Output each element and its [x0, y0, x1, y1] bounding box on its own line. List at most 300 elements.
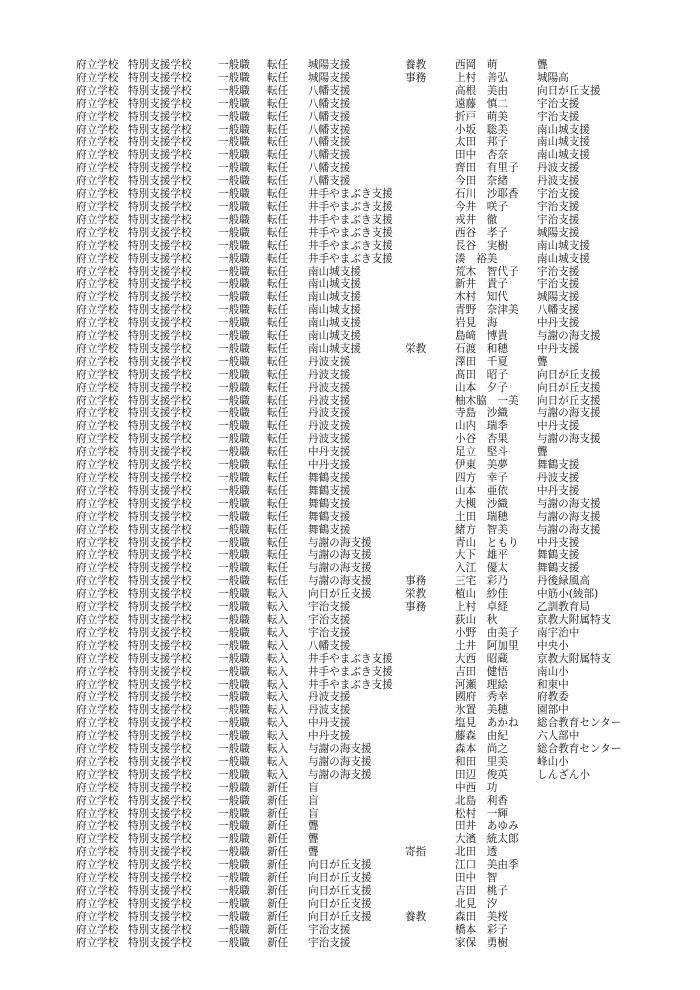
person-name-cell: 今井 咲子: [455, 200, 508, 213]
category-cell: 府立学校: [76, 768, 119, 781]
previous-school-cell: 南山小: [537, 665, 569, 678]
previous-school-cell: 宇治支援: [537, 213, 580, 226]
table-row: [0, 188, 700, 201]
transfer-type-cell: 転任: [267, 188, 289, 201]
category-cell: 府立学校: [76, 317, 119, 330]
table-row: [0, 511, 700, 524]
job-class-cell: 一般職: [218, 200, 250, 213]
job-class-cell: 一般職: [218, 743, 250, 756]
previous-school-cell: 宇治支援: [537, 110, 580, 123]
category-cell: 府立学校: [76, 536, 119, 549]
category-cell: 府立学校: [76, 833, 119, 846]
job-class-cell: 一般職: [218, 833, 250, 846]
person-name-cell: 小野 由美子: [455, 626, 519, 639]
person-name-cell: 北見 汐: [455, 897, 498, 910]
job-class-cell: 一般職: [218, 730, 250, 743]
assigned-school-cell: 中丹支援: [308, 730, 351, 743]
table-row: [0, 537, 700, 550]
person-name-cell: 家保 勇樹: [455, 936, 508, 949]
assigned-school-cell: 宇治支援: [308, 936, 351, 949]
transfer-type-cell: 新任: [267, 846, 289, 859]
table-row: [0, 653, 700, 666]
previous-school-cell: 総合教育センター: [537, 717, 622, 730]
assigned-school-cell: 井手やまぶき支援: [308, 226, 393, 239]
transfer-type-cell: 転入: [267, 717, 289, 730]
assigned-school-cell: 宇治支援: [308, 923, 351, 936]
school-type-cell: 特別支援学校: [128, 188, 192, 201]
previous-school-cell: 与謝の海支援: [537, 497, 601, 510]
person-name-cell: 石川 沙耶香: [455, 188, 519, 201]
job-class-cell: 一般職: [218, 923, 250, 936]
school-type-cell: 特別支援学校: [128, 420, 192, 433]
table-row: [0, 85, 700, 98]
assigned-school-cell: 向日が丘支援: [308, 910, 372, 923]
role-cell: 事務: [405, 71, 427, 84]
previous-school-cell: 舞鶴支援: [537, 459, 580, 472]
category-cell: 府立学校: [76, 394, 119, 407]
previous-school-cell: 中丹支援: [537, 536, 580, 549]
job-class-cell: 一般職: [218, 162, 250, 175]
person-name-cell: 三宅 彩乃: [455, 575, 508, 588]
job-class-cell: 一般職: [218, 885, 250, 897]
category-cell: 府立学校: [76, 381, 119, 394]
school-type-cell: 特別支援学校: [128, 136, 192, 149]
school-type-cell: 特別支援学校: [128, 278, 192, 291]
school-type-cell: 特別支援学校: [128, 317, 192, 330]
school-type-cell: 特別支援学校: [128, 575, 192, 588]
assigned-school-cell: 中丹支援: [308, 717, 351, 730]
table-row: [0, 872, 700, 885]
table-row: [0, 549, 700, 562]
person-name-cell: 島﨑 博貴: [455, 330, 508, 343]
table-row: [0, 214, 700, 227]
previous-school-cell: 峰山小: [537, 755, 569, 768]
school-type-cell: 特別支援学校: [128, 781, 192, 794]
transfer-type-cell: 転入: [267, 652, 289, 665]
assigned-school-cell: 南山城支援: [308, 278, 361, 291]
table-row: [0, 356, 700, 369]
table-row: [0, 485, 700, 498]
table-row: [0, 253, 700, 266]
transfer-type-cell: 転入: [267, 613, 289, 626]
previous-school-cell: 総合教育センター: [537, 743, 622, 756]
job-class-cell: 一般職: [218, 381, 250, 394]
transfer-type-cell: 転任: [267, 136, 289, 149]
school-type-cell: 特別支援学校: [128, 110, 192, 123]
job-class-cell: 一般職: [218, 755, 250, 768]
assigned-school-cell: 向日が丘支援: [308, 859, 372, 872]
job-class-cell: 一般職: [218, 601, 250, 614]
category-cell: 府立学校: [76, 433, 119, 446]
assigned-school-cell: 丹波支援: [308, 704, 351, 717]
person-name-cell: 折戸 萌美: [455, 110, 508, 123]
school-type-cell: 特別支援学校: [128, 807, 192, 820]
job-class-cell: 一般職: [218, 278, 250, 291]
category-cell: 府立学校: [76, 897, 119, 910]
assigned-school-cell: 与謝の海支援: [308, 536, 372, 549]
transfer-type-cell: 転任: [267, 549, 289, 562]
previous-school-cell: 城陽支援: [537, 291, 580, 304]
assigned-school-cell: 南山城支援: [308, 342, 361, 355]
person-name-cell: 足立 堅斗: [455, 446, 508, 459]
person-name-cell: 青野 奈津美: [455, 304, 519, 317]
school-type-cell: 特別支援学校: [128, 833, 192, 846]
assigned-school-cell: 聾: [308, 820, 319, 833]
previous-school-cell: 聾: [537, 59, 548, 71]
table-row: [0, 343, 700, 356]
person-name-cell: 國府 秀幸: [455, 691, 508, 704]
transfer-type-cell: 転任: [267, 433, 289, 446]
school-type-cell: 特別支援学校: [128, 200, 192, 213]
school-type-cell: 特別支援学校: [128, 342, 192, 355]
job-class-cell: 一般職: [218, 678, 250, 691]
assigned-school-cell: 中丹支援: [308, 446, 351, 459]
transfer-type-cell: 転任: [267, 459, 289, 472]
table-row: [0, 395, 700, 408]
table-row: [0, 601, 700, 614]
transfer-type-cell: 新任: [267, 936, 289, 949]
table-row: [0, 459, 700, 472]
transfer-type-cell: 転任: [267, 446, 289, 459]
assigned-school-cell: 八幡支援: [308, 175, 351, 188]
school-type-cell: 特別支援学校: [128, 162, 192, 175]
person-name-cell: 田中 杏奈: [455, 149, 508, 162]
transfer-type-cell: 転任: [267, 59, 289, 71]
job-class-cell: 一般職: [218, 342, 250, 355]
transfer-type-cell: 新任: [267, 872, 289, 885]
assigned-school-cell: 八幡支援: [308, 639, 351, 652]
transfer-type-cell: 転入: [267, 755, 289, 768]
job-class-cell: 一般職: [218, 549, 250, 562]
person-name-cell: 中西 功: [455, 781, 498, 794]
school-type-cell: 特別支援学校: [128, 639, 192, 652]
category-cell: 府立学校: [76, 497, 119, 510]
role-cell: 事務: [405, 601, 427, 614]
school-type-cell: 特別支援学校: [128, 652, 192, 665]
person-name-cell: 小谷 杏果: [455, 433, 508, 446]
previous-school-cell: 和束中: [537, 678, 569, 691]
previous-school-cell: 丹後緑風高: [537, 575, 590, 588]
table-row: [0, 640, 700, 653]
role-cell: 養教: [405, 59, 427, 71]
category-cell: 府立学校: [76, 459, 119, 472]
transfer-type-cell: 転任: [267, 213, 289, 226]
previous-school-cell: 八幡支援: [537, 304, 580, 317]
school-type-cell: 特別支援学校: [128, 626, 192, 639]
table-row: [0, 782, 700, 795]
assigned-school-cell: 八幡支援: [308, 84, 351, 97]
person-name-cell: 寺島 沙織: [455, 407, 508, 420]
assigned-school-cell: 宇治支援: [308, 626, 351, 639]
person-name-cell: 北田 透: [455, 846, 498, 859]
assigned-school-cell: 聾: [308, 833, 319, 846]
school-type-cell: 特別支援学校: [128, 175, 192, 188]
category-cell: 府立学校: [76, 446, 119, 459]
school-type-cell: 特別支援学校: [128, 484, 192, 497]
category-cell: 府立学校: [76, 665, 119, 678]
table-row: [0, 330, 700, 343]
person-name-cell: 伊東 美夢: [455, 459, 508, 472]
previous-school-cell: 中丹支援: [537, 420, 580, 433]
assigned-school-cell: 向日が丘支援: [308, 897, 372, 910]
table-row: [0, 136, 700, 149]
previous-school-cell: 与謝の海支援: [537, 510, 601, 523]
school-type-cell: 特別支援学校: [128, 304, 192, 317]
job-class-cell: 一般職: [218, 626, 250, 639]
category-cell: 府立学校: [76, 510, 119, 523]
person-name-cell: 和田 里美: [455, 755, 508, 768]
transfer-type-cell: 転任: [267, 484, 289, 497]
table-row: [0, 808, 700, 821]
school-type-cell: 特別支援学校: [128, 84, 192, 97]
table-row: [0, 691, 700, 704]
person-name-cell: 田辺 俊英: [455, 768, 508, 781]
person-name-cell: 橋本 彩子: [455, 923, 508, 936]
job-class-cell: 一般職: [218, 446, 250, 459]
table-row: [0, 704, 700, 717]
school-type-cell: 特別支援学校: [128, 885, 192, 897]
previous-school-cell: 宇治支援: [537, 200, 580, 213]
assigned-school-cell: 与謝の海支援: [308, 549, 372, 562]
previous-school-cell: 舞鶴支援: [537, 549, 580, 562]
category-cell: 府立学校: [76, 342, 119, 355]
table-row: [0, 859, 700, 872]
transfer-type-cell: 転任: [267, 330, 289, 343]
table-row: [0, 795, 700, 808]
assigned-school-cell: 盲: [308, 781, 319, 794]
role-cell: 栄教: [405, 342, 427, 355]
previous-school-cell: 宇治支援: [537, 97, 580, 110]
category-cell: 府立学校: [76, 652, 119, 665]
person-name-cell: 氷置 美穂: [455, 704, 508, 717]
person-name-cell: 高根 美由: [455, 84, 508, 97]
personnel-list: [0, 59, 700, 950]
person-name-cell: 石渡 和穂: [455, 342, 508, 355]
category-cell: 府立学校: [76, 368, 119, 381]
job-class-cell: 一般職: [218, 497, 250, 510]
transfer-type-cell: 転任: [267, 278, 289, 291]
category-cell: 府立学校: [76, 859, 119, 872]
person-name-cell: 湊 裕美: [455, 252, 498, 265]
category-cell: 府立学校: [76, 472, 119, 484]
person-name-cell: 木村 知代: [455, 291, 508, 304]
school-type-cell: 特別支援学校: [128, 678, 192, 691]
table-row: [0, 898, 700, 911]
school-type-cell: 特別支援学校: [128, 536, 192, 549]
transfer-type-cell: 転入: [267, 665, 289, 678]
table-row: [0, 175, 700, 188]
previous-school-cell: 宇治支援: [537, 278, 580, 291]
previous-school-cell: 宇治支援: [537, 188, 580, 201]
school-type-cell: 特別支援学校: [128, 472, 192, 484]
table-row: [0, 846, 700, 859]
transfer-type-cell: 転入: [267, 730, 289, 743]
school-type-cell: 特別支援学校: [128, 97, 192, 110]
previous-school-cell: 府教委: [537, 691, 569, 704]
person-name-cell: 田井 あゆみ: [455, 820, 519, 833]
transfer-type-cell: 新任: [267, 885, 289, 897]
category-cell: 府立学校: [76, 330, 119, 343]
assigned-school-cell: 丹波支援: [308, 381, 351, 394]
assigned-school-cell: 丹波支援: [308, 407, 351, 420]
assigned-school-cell: 井手やまぶき支援: [308, 252, 393, 265]
table-row: [0, 937, 700, 950]
job-class-cell: 一般職: [218, 897, 250, 910]
school-type-cell: 特別支援学校: [128, 123, 192, 136]
job-class-cell: 一般職: [218, 704, 250, 717]
job-class-cell: 一般職: [218, 484, 250, 497]
transfer-type-cell: 転任: [267, 394, 289, 407]
previous-school-cell: 中筋小(綾部): [537, 588, 599, 601]
assigned-school-cell: 井手やまぶき支援: [308, 213, 393, 226]
assigned-school-cell: 八幡支援: [308, 110, 351, 123]
previous-school-cell: 舞鶴支援: [537, 562, 580, 575]
assigned-school-cell: 井手やまぶき支援: [308, 200, 393, 213]
assigned-school-cell: 与謝の海支援: [308, 562, 372, 575]
category-cell: 府立学校: [76, 562, 119, 575]
transfer-type-cell: 転任: [267, 252, 289, 265]
school-type-cell: 特別支援学校: [128, 549, 192, 562]
job-class-cell: 一般職: [218, 459, 250, 472]
category-cell: 府立学校: [76, 794, 119, 807]
category-cell: 府立学校: [76, 110, 119, 123]
school-type-cell: 特別支援学校: [128, 355, 192, 368]
table-row: [0, 717, 700, 730]
job-class-cell: 一般職: [218, 175, 250, 188]
category-cell: 府立学校: [76, 691, 119, 704]
table-row: [0, 911, 700, 924]
previous-school-cell: 与謝の海支援: [537, 523, 601, 536]
assigned-school-cell: 向日が丘支援: [308, 885, 372, 897]
table-row: [0, 472, 700, 485]
school-type-cell: 特別支援学校: [128, 704, 192, 717]
school-type-cell: 特別支援学校: [128, 730, 192, 743]
job-class-cell: 一般職: [218, 575, 250, 588]
transfer-type-cell: 転任: [267, 239, 289, 252]
assigned-school-cell: 南山城支援: [308, 317, 361, 330]
school-type-cell: 特別支援学校: [128, 330, 192, 343]
assigned-school-cell: 八幡支援: [308, 136, 351, 149]
person-name-cell: 柚木脇 一美: [455, 394, 519, 407]
transfer-type-cell: 転入: [267, 639, 289, 652]
transfer-type-cell: 新任: [267, 781, 289, 794]
category-cell: 府立学校: [76, 846, 119, 859]
person-name-cell: 山本 亜依: [455, 484, 508, 497]
job-class-cell: 一般職: [218, 420, 250, 433]
person-name-cell: 江口 美由季: [455, 859, 519, 872]
transfer-type-cell: 転任: [267, 575, 289, 588]
assigned-school-cell: 与謝の海支援: [308, 755, 372, 768]
category-cell: 府立学校: [76, 175, 119, 188]
assigned-school-cell: 向日が丘支援: [308, 588, 372, 601]
school-type-cell: 特別支援学校: [128, 381, 192, 394]
transfer-type-cell: 転任: [267, 407, 289, 420]
category-cell: 府立学校: [76, 265, 119, 278]
assigned-school-cell: 宇治支援: [308, 613, 351, 626]
job-class-cell: 一般職: [218, 239, 250, 252]
previous-school-cell: しんざん小: [537, 768, 590, 781]
person-name-cell: 大下 雄平: [455, 549, 508, 562]
school-type-cell: 特別支援学校: [128, 226, 192, 239]
category-cell: 府立学校: [76, 200, 119, 213]
category-cell: 府立学校: [76, 291, 119, 304]
job-class-cell: 一般職: [218, 330, 250, 343]
assigned-school-cell: 八幡支援: [308, 149, 351, 162]
job-class-cell: 一般職: [218, 355, 250, 368]
assigned-school-cell: 井手やまぶき支援: [308, 188, 393, 201]
category-cell: 府立学校: [76, 730, 119, 743]
assigned-school-cell: 井手やまぶき支援: [308, 239, 393, 252]
transfer-type-cell: 新任: [267, 833, 289, 846]
transfer-type-cell: 転任: [267, 562, 289, 575]
job-class-cell: 一般職: [218, 820, 250, 833]
assigned-school-cell: 八幡支援: [308, 162, 351, 175]
school-type-cell: 特別支援学校: [128, 394, 192, 407]
person-name-cell: 新井 貴子: [455, 278, 508, 291]
table-row: [0, 304, 700, 317]
school-type-cell: 特別支援学校: [128, 523, 192, 536]
job-class-cell: 一般職: [218, 510, 250, 523]
job-class-cell: 一般職: [218, 691, 250, 704]
transfer-type-cell: 転任: [267, 110, 289, 123]
previous-school-cell: 城陽支援: [537, 226, 580, 239]
category-cell: 府立学校: [76, 923, 119, 936]
job-class-cell: 一般職: [218, 149, 250, 162]
category-cell: 府立学校: [76, 149, 119, 162]
person-name-cell: 西岡 萌: [455, 59, 498, 71]
job-class-cell: 一般職: [218, 652, 250, 665]
school-type-cell: 特別支援学校: [128, 755, 192, 768]
school-type-cell: 特別支援学校: [128, 613, 192, 626]
table-row: [0, 149, 700, 162]
category-cell: 府立学校: [76, 97, 119, 110]
category-cell: 府立学校: [76, 613, 119, 626]
table-row: [0, 743, 700, 756]
job-class-cell: 一般職: [218, 588, 250, 601]
job-class-cell: 一般職: [218, 407, 250, 420]
job-class-cell: 一般職: [218, 794, 250, 807]
transfer-type-cell: 転入: [267, 743, 289, 756]
assigned-school-cell: 与謝の海支援: [308, 768, 372, 781]
category-cell: 府立学校: [76, 420, 119, 433]
transfer-type-cell: 転入: [267, 704, 289, 717]
previous-school-cell: 京教大附属特支: [537, 652, 612, 665]
person-name-cell: 四方 幸子: [455, 472, 508, 484]
person-name-cell: 山本 夕子: [455, 381, 508, 394]
person-name-cell: 吉田 桃子: [455, 885, 508, 897]
previous-school-cell: 中丹支援: [537, 484, 580, 497]
category-cell: 府立学校: [76, 936, 119, 949]
category-cell: 府立学校: [76, 304, 119, 317]
school-type-cell: 特別支援学校: [128, 936, 192, 949]
school-type-cell: 特別支援学校: [128, 665, 192, 678]
school-type-cell: 特別支援学校: [128, 872, 192, 885]
job-class-cell: 一般職: [218, 213, 250, 226]
school-type-cell: 特別支援学校: [128, 59, 192, 71]
school-type-cell: 特別支援学校: [128, 794, 192, 807]
transfer-type-cell: 転任: [267, 84, 289, 97]
assigned-school-cell: 舞鶴支援: [308, 484, 351, 497]
job-class-cell: 一般職: [218, 433, 250, 446]
job-class-cell: 一般職: [218, 71, 250, 84]
job-class-cell: 一般職: [218, 84, 250, 97]
job-class-cell: 一般職: [218, 717, 250, 730]
transfer-type-cell: 新任: [267, 923, 289, 936]
table-row: [0, 756, 700, 769]
table-row: [0, 369, 700, 382]
category-cell: 府立学校: [76, 523, 119, 536]
person-name-cell: 松村 一輝: [455, 807, 508, 820]
